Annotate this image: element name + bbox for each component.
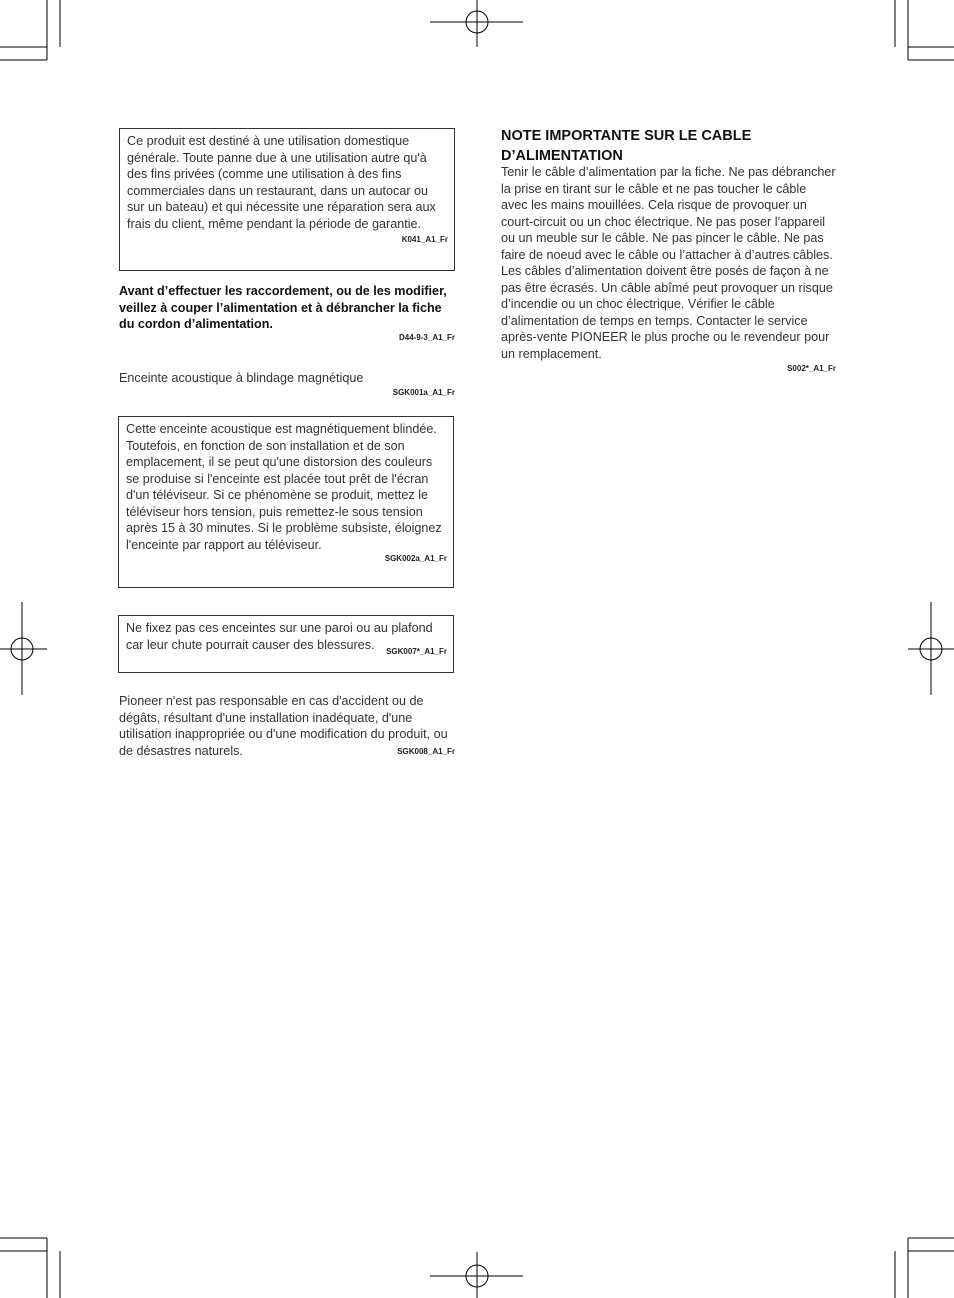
magnetic-shield-text: Enceinte acoustique à blindage magnétique: [119, 371, 364, 385]
liability-disclaimer: [119, 693, 455, 757]
power-cord-code: S002*_A1_Fr: [787, 364, 836, 373]
liability-disclaimer-text: Pioneer n'est pas responsable en cas d'accident ou de dégâts, résultant d'une installation inadéquate, d'une utilisation inappropriée ou d'une modification du produit, ou de désastres naturels.: [119, 694, 448, 758]
disclaimer-code: SGK008_A1_Fr: [397, 747, 455, 756]
mounting-code: SGK007*_A1_Fr: [386, 647, 447, 656]
power-cord-note: [501, 126, 836, 374]
shield-notice-code: SGK002a_A1_Fr: [384, 554, 447, 563]
domestic-use-notice-text: Ce produit est destiné à une utilisation domestique générale. Toute panne due à une utilisation autre qu'à des fins privées (comme une utilisation à des fins commerciales dans un restaurant, dans un autocar ou sur un bateau) et qui nécessite une réparation sera aux frais du client, même pendant la période de garantie.: [127, 134, 436, 231]
mounting-warning-text: Ne fixez pas ces enceintes sur une paroi ou au plafond car leur chute pourrait causer des blessures.: [126, 621, 433, 652]
connection-warning-text: Avant d’effectuer les raccordement, ou de les modifier, veillez à couper l’alimentation et à débrancher la fiche du cordon d’alimentation.: [119, 284, 447, 331]
domestic-use-notice-box: [119, 128, 455, 271]
power-cord-text: Tenir le câble d’alimentation par la fiche. Ne pas débrancher la prise en tirant sur le câble et ne pas toucher le câble avec les mains mouillées. Cela risque de provoquer un court-circuit ou un choc électrique. Ne pas poser l’appareil ou un meuble sur le câble. Ne pas pincer le câble. Ne pas faire de noeud avec le câble ou l’attacher à d’autres câbles. Les câbles d’alimentation doivent être posés de façon à ne pas être écrasés. Un câble abîmé peut provoquer un risque d’incendie ou un choc électrique. Vérifier le câble d’alimentation de temps en temps. Contacter le service après-vente PIONEER le plus proche ou le revendeur pour un remplacement.: [501, 165, 836, 361]
magnetic-shield-notice-box: [118, 416, 454, 588]
power-cord-heading: NOTE IMPORTANTE SUR LE CABLE D’ALIMENTATION: [501, 128, 752, 164]
warning-code: D44-9-3_A1_Fr: [398, 332, 455, 342]
magnetic-shield-notice-text: Cette enceinte acoustique est magnétiquement blindée. Toutefois, en fonction de son installation et de son emplacement, il se peut qu'une distorsion des couleurs se produise si l'enceinte est placée tout prêt de l'écran d'un téléviseur. Si ce phénomène se produit, mettez le téléviseur hors tension, puis remettez-le sous tension après 15 à 30 minutes. Si le problème subsiste, éloignez l'enceinte par rapport au téléviseur.: [126, 422, 442, 552]
magnetic-shield-label: [119, 370, 455, 398]
mounting-warning-box: [118, 615, 454, 673]
shield-code: SGK001a_A1_Fr: [392, 387, 455, 397]
connection-warning: [119, 283, 455, 343]
notice-code: K041_A1_Fr: [401, 235, 448, 244]
